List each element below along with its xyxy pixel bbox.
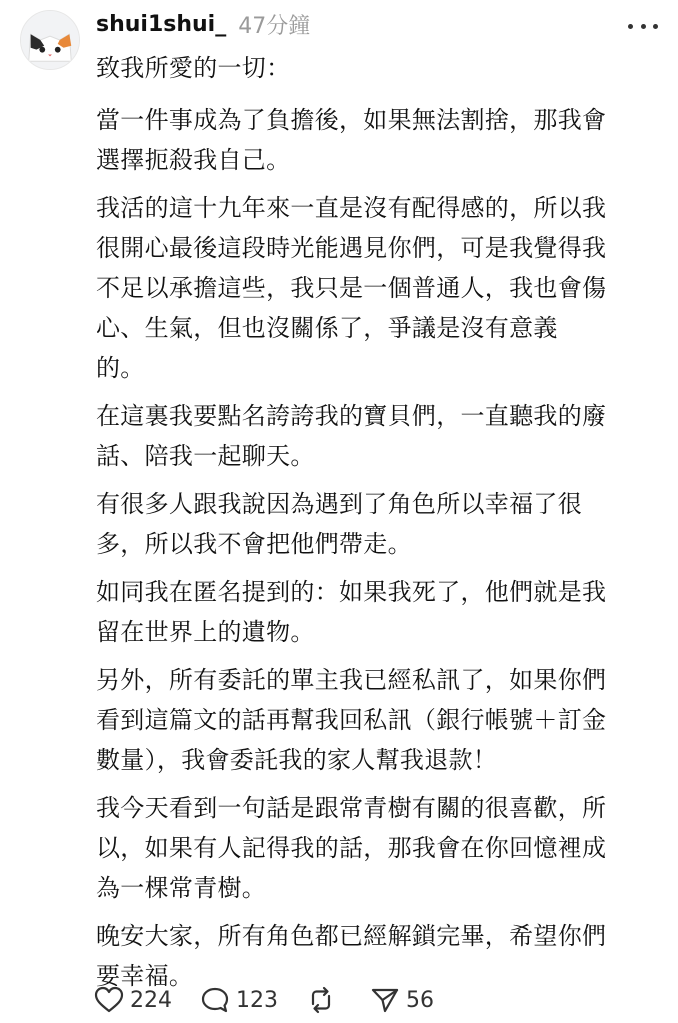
post-actions [94, 982, 462, 1018]
comment-count: 123 [236, 987, 278, 1013]
post-header [96, 8, 310, 40]
cat-avatar-icon [21, 11, 79, 69]
post-paragraph: 致我所愛的一切： [96, 54, 291, 82]
comment-bubble-icon [200, 986, 230, 1014]
send-icon [370, 986, 400, 1014]
more-dot [641, 24, 646, 29]
post-paragraph: 我今天看到一句話是跟常青樹有關的很喜歡，所 以，如果有人記得我的話，那我會在你回憶裡成 為一棵常青樹。 [96, 794, 607, 902]
post-paragraph: 我活的這十九年來一直是沒有配得感的，所以我 很開心最後這段時光能遇見你們，可是我覺得我 不足以承擔這些，我只是一個普通人，我也會傷 心、生氣，但也沒關係了，爭議是沒有意義 的。 [96, 194, 607, 382]
avatar[interactable] [20, 10, 80, 70]
more-options-button[interactable] [628, 14, 658, 38]
like-button[interactable] [94, 986, 172, 1014]
post-paragraph: 有很多人跟我說因為遇到了角色所以幸福了很 多，所以我不會把他們帶走。 [96, 490, 582, 558]
comment-button[interactable] [200, 986, 278, 1014]
post-paragraph: 如同我在匿名提到的：如果我死了，他們就是我 留在世界上的遺物。 [96, 578, 607, 646]
heart-icon [94, 986, 124, 1014]
share-count: 56 [406, 987, 434, 1013]
post-paragraph: 另外，所有委託的單主我已經私訊了，如果你們 看到這篇文的話再幫我回私訊（銀行帳號＋訂金 數量），我會委託我的家人幫我退款！ [96, 666, 607, 774]
post-paragraph: 晚安大家，所有角色都已經解鎖完畢，希望你們 要幸福。 [96, 922, 607, 990]
more-dot [653, 24, 658, 29]
repost-button[interactable] [306, 986, 342, 1014]
post-paragraph: 當一件事成為了負擔後，如果無法割捨，那我會 選擇扼殺我自己。 [96, 106, 607, 174]
username[interactable]: shui1shui_ [96, 11, 227, 37]
post-timestamp: 47分鐘 [238, 13, 311, 39]
share-button[interactable] [370, 986, 434, 1014]
post-paragraph: 在這裏我要點名誇誇我的寶貝們，一直聽我的廢 話、陪我一起聊天。 [96, 402, 607, 470]
more-horizontal-icon [628, 24, 633, 29]
post-body [96, 48, 666, 1004]
repost-icon [306, 986, 336, 1014]
like-count: 224 [130, 987, 172, 1013]
